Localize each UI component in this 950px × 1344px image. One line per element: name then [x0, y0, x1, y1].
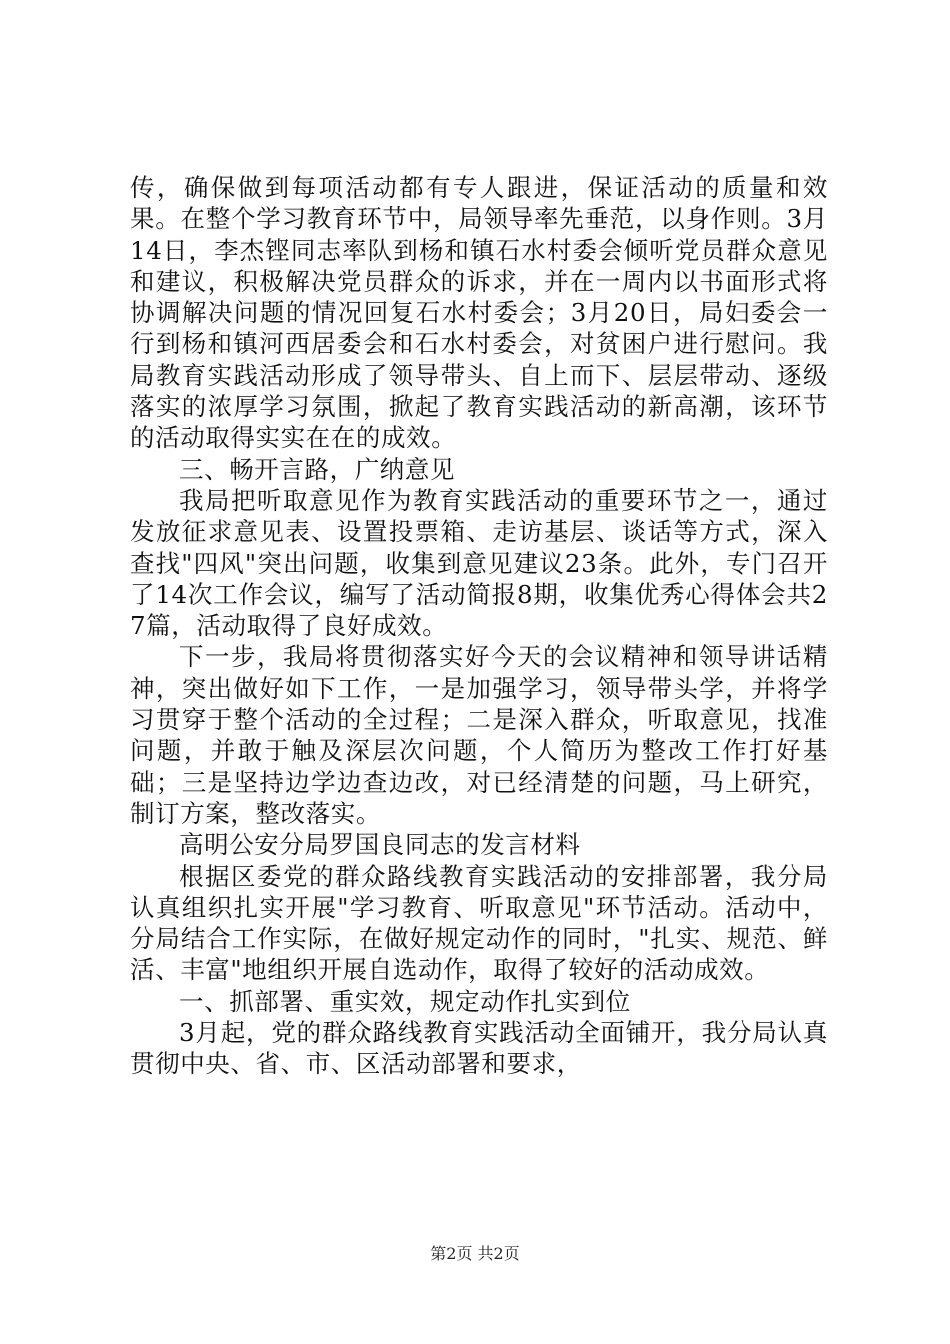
speech-title: 高明公安分局罗国良同志的发言材料 — [179, 830, 581, 860]
document-body — [130, 172, 828, 1080]
paragraph-next-steps: 下一步，我局将贯彻落实好今天的会议精神和领导讲话精神，突出做好如下工作，一是加强学习，领导带头学，并将学习贯穿于整个活动的全过程；二是深入群众，听取意见，找准问题，并敢于触及深层次问题，个人简历为整改工作打好基础；三是坚持边学边查边改，对已经清楚的问题，马上研究，制订方案，整改落实。 — [130, 642, 828, 828]
paragraph-intro: 根据区委党的群众路线教育实践活动的安排部署，我分局认真组织扎实开展"学习教育、听取意见"环节活动。活动中，分局结合工作实际，在做好规定动作的同时，"扎实、规范、鲜活、丰富"地组织开展自选动作，取得了较好的活动成效。 — [130, 861, 828, 985]
paragraph-feedback: 我局把听取意见作为教育实践活动的重要环节之一，通过发放征求意见表、设置投票箱、走访基层、谈话等方式，深入查找"四风"突出问题，收集到意见建议23条。此外，专门召开了14次工作会议，编写了活动简报8期，收集优秀心得体会共27篇，活动取得了良好成效。 — [130, 485, 828, 641]
paragraph-continuation: 传，确保做到每项活动都有专人跟进，保证活动的质量和效果。在整个学习教育环节中，局领导率先垂范，以身作则。3月14日，李杰铿同志率队到杨和镇石水村委会倾听党员群众意见和建议，积极解决党员群众的诉求，并在一周内以书面形式将协调解决问题的情况回复石水村委会；3月20日，局妇委会一行到杨和镇河西居委会和石水村委会，对贫困户进行慰问。我局教育实践活动形成了领导带头、自上而下、层层带动、逐级落实的浓厚学习氛围，掀起了教育实践活动的新高潮，该环节的活动取得实实在在的成效。 — [130, 173, 828, 453]
section-heading-3: 三、畅开言路，广纳意见 — [179, 454, 456, 484]
section-heading-1: 一、抓部署、重实效，规定动作扎实到位 — [179, 986, 631, 1016]
paragraph-march: 3月起，党的群众路线教育实践活动全面铺开，我分局认真贯彻中央、省、市、区活动部署和要求， — [130, 1018, 828, 1079]
page-footer: 第2页 共2页 — [430, 1244, 520, 1263]
